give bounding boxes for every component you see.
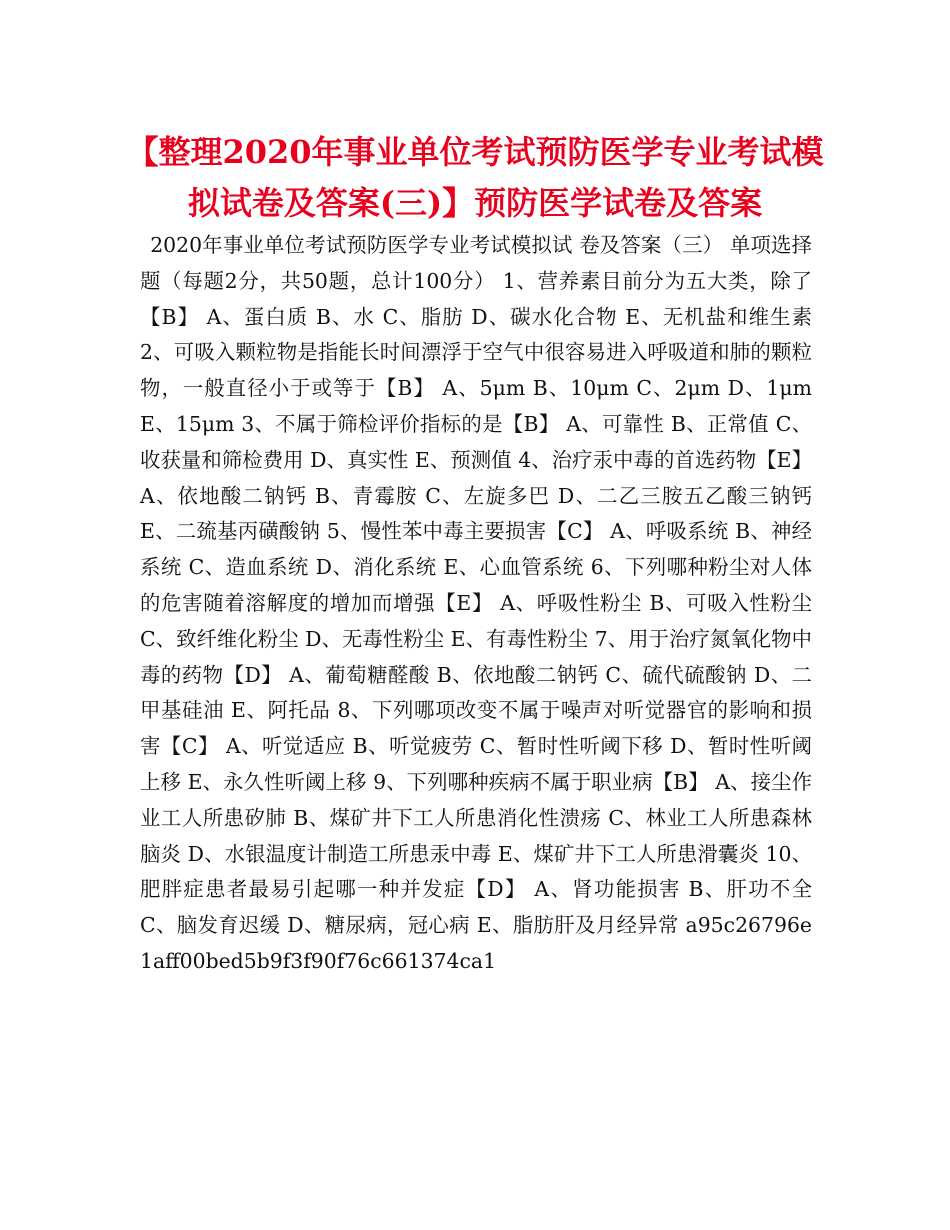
document-title: 【整理2020年事业单位考试预防医学专业考试模拟试卷及答案(三)】预防医学试卷及答案 [126,133,824,222]
document-body-text: 2020年事业单位考试预防医学专业考试模拟试 卷及答案（三） 单项选择题（每题2分，共50题，总计100分） 1、营养素目前分为五大类，除了【B】 A、蛋白质 B、水 C、脂肪 D、碳水化合物 E、无机盐和维生素 2、可吸入颗粒物是指能长时间漂浮于空气中很容易进入呼吸道和肺的颗粒物，一般直径小于或等于【B】 A、5μm B、10μm C、2μm D、1μm E、15μm 3、不属于筛检评价指标的是【B】 A、可靠性 B、正常值 C、收获量和筛检费用 D、真实性 E、预测值 4、治疗汞中毒的首选药物【E】 A、依地酸二钠钙 B、青霉胺 C、左旋多巴 D、二乙三胺五乙酸三钠钙 E、二巯基丙磺酸钠 5、慢性苯中毒主要损害【C】 A、呼吸系统 B、神经系统 C、造血系统 D、消化系统 E、心血管系统 6、下列哪种粉尘对人体的危害随着溶解度的增加而增强【E】 A、呼吸性粉尘 B、可吸入性粉尘 C、致纤维化粉尘 D、无毒性粉尘 E、有毒性粉尘 7、用于治疗氮氧化物中毒的药物【D】 A、葡萄糖醛酸 B、依地酸二钠钙 C、硫代硫酸钠 D、二甲基硅油 E、阿托品 8、下列哪项改变不属于噪声对听觉器官的影响和损害【C】 A、听觉适应 B、听觉疲劳 C、暂时性听阈下移 D、暂时性听阈上移 E、永久性听阈上移 9、下列哪种疾病不属于职业病【B】 A、接尘作业工人所患矽肺 B、煤矿井下工人所患消化性溃疡 C、林业工人所患森林脑炎 D、水银温度计制造工所患汞中毒 E、煤矿井下工人所患滑囊炎 10、肥胖症患者最易引起哪一种并发症【D】 A、肾功能损害 B、肝功不全 C、脑发育迟缓 D、糖尿病，冠心病 E、脂肪肝及月经异常 a95c26796e1aff00bed5b9f3f90f76c661374ca1 [140,233,812,973]
